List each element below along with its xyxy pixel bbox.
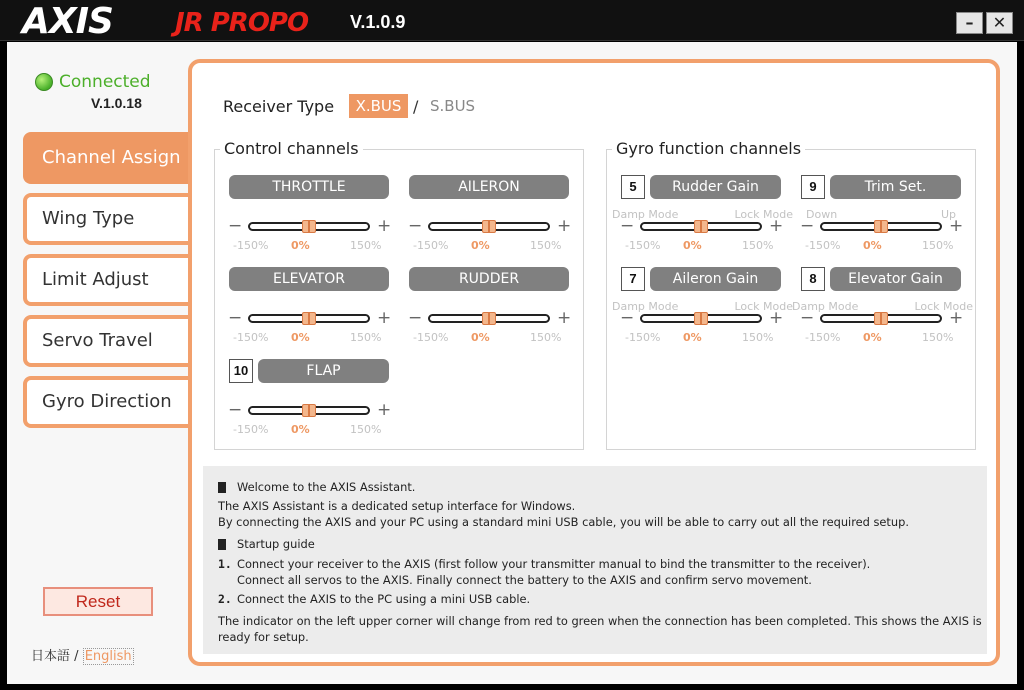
connection-indicator-icon — [35, 73, 53, 91]
axis-logo: AXIS — [22, 1, 113, 42]
plus-icon[interactable]: + — [557, 308, 572, 328]
max-value: 150% — [922, 331, 954, 344]
close-button[interactable]: ✕ — [986, 12, 1013, 34]
step-number: 2. — [218, 592, 232, 606]
plus-icon[interactable]: + — [377, 400, 392, 420]
rudder-slider[interactable] — [428, 314, 550, 323]
minus-icon[interactable]: − — [228, 308, 243, 328]
max-value: 150% — [350, 239, 382, 252]
slider-thumb[interactable] — [874, 312, 888, 325]
min-value: -150% — [233, 423, 269, 436]
right-mode-label: Lock Mode — [734, 208, 793, 221]
plus-icon[interactable]: + — [377, 308, 392, 328]
slider-thumb[interactable] — [302, 220, 316, 233]
step-text: Connect the AXIS to the PC using a mini USB cable. — [237, 592, 531, 606]
minus-icon[interactable]: − — [620, 308, 635, 328]
minus-icon[interactable]: − — [408, 216, 423, 236]
channel-elevator — [229, 267, 394, 357]
bullet-icon — [218, 482, 226, 493]
min-value: -150% — [805, 331, 841, 344]
rudder-button[interactable]: RUDDER — [409, 267, 569, 291]
minus-icon[interactable]: − — [228, 400, 243, 420]
elevator-button[interactable]: ELEVATOR — [229, 267, 389, 291]
right-mode-label: Up — [940, 208, 956, 221]
minimize-button[interactable]: – — [956, 12, 983, 34]
welcome-heading: Welcome to the AXIS Assistant. — [237, 480, 416, 494]
elevator-gain-slider[interactable] — [820, 314, 942, 323]
channel-number: 9 — [801, 175, 825, 199]
min-value: -150% — [233, 239, 269, 252]
min-value: -150% — [233, 331, 269, 344]
receiver-type-label: Receiver Type — [223, 97, 335, 116]
language-switcher — [31, 645, 134, 664]
rudder-gain-slider[interactable] — [640, 222, 762, 231]
info-footer: The indicator on the left upper corner will change from red to green when the connection has been completed. This shows the AXIS is — [218, 614, 982, 628]
min-value: -150% — [413, 331, 449, 344]
language-separator: / — [74, 649, 79, 664]
plus-icon[interactable]: + — [769, 308, 784, 328]
minus-icon[interactable]: − — [408, 308, 423, 328]
rudder-gain-button[interactable]: Rudder Gain — [650, 175, 781, 199]
language-japanese[interactable]: 日本語 — [31, 649, 71, 664]
info-line: The AXIS Assistant is a dedicated setup interface for Windows. — [218, 499, 576, 513]
channel-aileron-gain — [612, 267, 793, 357]
step-text: Connect your receiver to the AXIS (first follow your transmitter manual to bind the transmitter to the receiver). — [237, 557, 871, 571]
slider-thumb[interactable] — [302, 404, 316, 417]
current-value: 0% — [471, 239, 490, 252]
guide-heading: Startup guide — [237, 537, 315, 551]
aileron-slider[interactable] — [428, 222, 550, 231]
firmware-version: V.1.0.18 — [91, 95, 142, 111]
min-value: -150% — [625, 331, 661, 344]
title-bar — [0, 0, 1024, 41]
minus-icon[interactable]: − — [800, 308, 815, 328]
right-mode-label: Lock Mode — [734, 300, 793, 313]
plus-icon[interactable]: + — [949, 308, 964, 328]
max-value: 150% — [530, 239, 562, 252]
jr-propo-logo: JR PROPO — [175, 8, 309, 38]
channel-trim-set — [801, 175, 966, 265]
receiver-separator: / — [413, 97, 419, 116]
channel-number: 10 — [229, 359, 253, 383]
sidebar-item-wing-type[interactable]: Wing Type — [23, 193, 193, 245]
sidebar-item-servo-travel[interactable]: Servo Travel — [23, 315, 193, 367]
left-mode-label: Down — [806, 208, 838, 221]
slider-thumb[interactable] — [482, 312, 496, 325]
sidebar-item-channel-assign[interactable]: Channel Assign — [23, 132, 193, 184]
aileron-gain-button[interactable]: Aileron Gain — [650, 267, 781, 291]
max-value: 150% — [530, 331, 562, 344]
receiver-xbus-option[interactable]: X.BUS — [349, 94, 408, 118]
max-value: 150% — [742, 331, 774, 344]
info-panel — [203, 466, 987, 654]
channel-rudder — [409, 267, 574, 357]
current-value: 0% — [683, 331, 702, 344]
flap-slider[interactable] — [248, 406, 370, 415]
slider-thumb[interactable] — [694, 312, 708, 325]
main-panel — [188, 59, 1000, 666]
left-mode-label: Damp Mode — [792, 300, 859, 313]
minus-icon[interactable]: − — [228, 216, 243, 236]
max-value: 150% — [350, 331, 382, 344]
current-value: 0% — [863, 239, 882, 252]
slider-thumb[interactable] — [302, 312, 316, 325]
language-english[interactable]: English — [84, 649, 132, 664]
plus-icon[interactable]: + — [949, 216, 964, 236]
channel-number: 5 — [621, 175, 645, 199]
aileron-button[interactable]: AILERON — [409, 175, 569, 199]
trim-set-button[interactable]: Trim Set. — [830, 175, 961, 199]
receiver-sbus-option[interactable]: S.BUS — [430, 97, 476, 115]
elevator-slider[interactable] — [248, 314, 370, 323]
control-channels-group — [214, 139, 584, 450]
control-channels-title: Control channels — [220, 139, 363, 158]
max-value: 150% — [922, 239, 954, 252]
aileron-gain-slider[interactable] — [640, 314, 762, 323]
channel-elevator-gain — [792, 267, 973, 357]
channel-flap — [229, 359, 394, 449]
flap-button[interactable]: FLAP — [258, 359, 389, 383]
plus-icon[interactable]: + — [557, 216, 572, 236]
current-value: 0% — [471, 331, 490, 344]
slider-thumb[interactable] — [694, 220, 708, 233]
throttle-button[interactable]: THROTTLE — [229, 175, 389, 199]
minus-icon[interactable]: − — [620, 216, 635, 236]
throttle-slider[interactable] — [248, 222, 370, 231]
plus-icon[interactable]: + — [769, 216, 784, 236]
gyro-channels-title: Gyro function channels — [612, 139, 805, 158]
app-version: V.1.0.9 — [350, 12, 406, 32]
step-number: 1. — [218, 557, 232, 571]
left-mode-label: Damp Mode — [612, 300, 679, 313]
reset-button[interactable]: Reset — [43, 587, 153, 616]
info-line: By connecting the AXIS and your PC using a standard mini USB cable, you will be able to carry out all the required setup. — [218, 515, 909, 529]
min-value: -150% — [625, 239, 661, 252]
plus-icon[interactable]: + — [377, 216, 392, 236]
elevator-gain-button[interactable]: Elevator Gain — [830, 267, 961, 291]
channel-number: 7 — [621, 267, 645, 291]
channel-aileron — [409, 175, 574, 265]
minus-icon[interactable]: − — [800, 216, 815, 236]
app-window — [7, 42, 1017, 684]
connection-status: Connected — [59, 72, 151, 92]
right-mode-label: Lock Mode — [914, 300, 973, 313]
trim-set-slider[interactable] — [820, 222, 942, 231]
current-value: 0% — [291, 331, 310, 344]
slider-thumb[interactable] — [874, 220, 888, 233]
bullet-icon — [218, 539, 226, 550]
sidebar-item-limit-adjust[interactable]: Limit Adjust — [23, 254, 193, 306]
max-value: 150% — [742, 239, 774, 252]
gyro-channels-group — [606, 139, 976, 450]
channel-rudder-gain — [612, 175, 793, 265]
sidebar-item-gyro-direction[interactable]: Gyro Direction — [23, 376, 193, 428]
slider-thumb[interactable] — [482, 220, 496, 233]
info-footer: ready for setup. — [218, 630, 309, 644]
channel-number: 8 — [801, 267, 825, 291]
min-value: -150% — [413, 239, 449, 252]
current-value: 0% — [291, 423, 310, 436]
current-value: 0% — [863, 331, 882, 344]
channel-throttle — [229, 175, 394, 265]
max-value: 150% — [350, 423, 382, 436]
left-mode-label: Damp Mode — [612, 208, 679, 221]
min-value: -150% — [805, 239, 841, 252]
current-value: 0% — [683, 239, 702, 252]
current-value: 0% — [291, 239, 310, 252]
step-text: Connect all servos to the AXIS. Finally connect the battery to the AXIS and confirm servo movement. — [237, 573, 812, 587]
